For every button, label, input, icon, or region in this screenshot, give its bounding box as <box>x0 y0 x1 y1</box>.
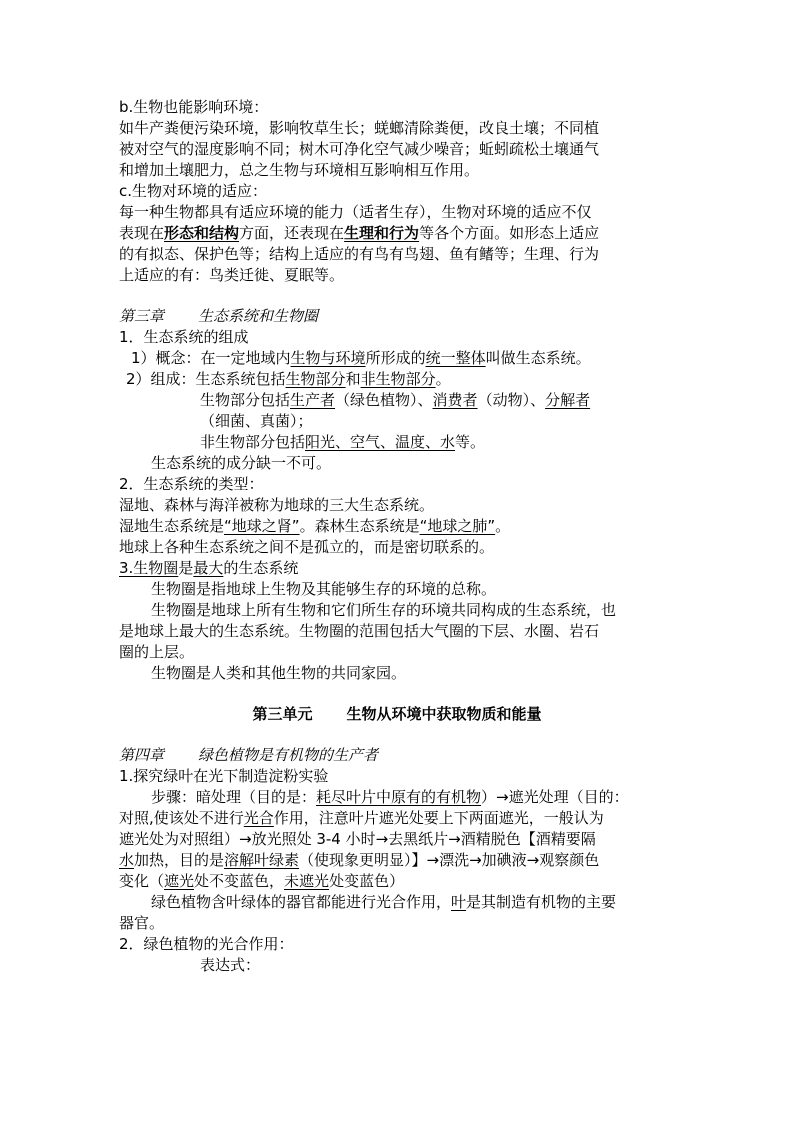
text-line: 生物圈是地球上所有生物和它们所生存的环境共同构成的生态系统，也 <box>151 601 617 619</box>
text-line: 生物部分包括生产者（绿色植物）、消费者（动物）、分解者 <box>200 391 591 409</box>
text-line: 被对空气的湿度影响不同；树木可净化空气减少噪音；蚯蚓疏松土壤通气 <box>119 140 600 158</box>
text-line: 2．绿色植物的光合作用： <box>119 935 294 953</box>
text-line: 生态系统的成分缺一不可。 <box>151 454 332 472</box>
text-line: 表现在形态和结构方面，还表现在生理和行为等各个方面。如形态上适应 <box>119 224 600 242</box>
unit-3-heading: 第三单元 生物从环境中获取物质和能量 <box>252 705 542 723</box>
text-line: 1．生态系统的组成 <box>119 328 249 346</box>
chapter-3-heading: 第三章 生态系统和生物圈 <box>119 307 319 325</box>
text-line: 和增加土壤肥力，总之生物与环境相互影响相互作用。 <box>119 161 480 179</box>
text-line: 湿地、森林与海洋被称为地球的三大生态系统。 <box>119 496 435 514</box>
section-b-title: b.生物也能影响环境： <box>119 98 269 116</box>
text-line: 圈的上层。 <box>119 643 195 661</box>
text-line: 地球上各种生态系统之间不是孤立的，而是密切联系的。 <box>119 538 495 556</box>
section-c-title: c.生物对环境的适应： <box>119 182 268 200</box>
text-line: 上适应的有：鸟类迁徙、夏眠等。 <box>119 266 345 284</box>
text-line: 非生物部分包括阳光、空气、温度、水等。 <box>200 433 486 451</box>
text-line: 1.探究绿叶在光下制造淀粉实验 <box>119 767 329 785</box>
text-line: 表达式： <box>200 956 261 974</box>
text-line: 2．生态系统的类型： <box>119 475 264 493</box>
chapter-4-heading: 第四章 绿色植物是有机物的生产者 <box>119 746 379 764</box>
text-line: 每一种生物都具有适应环境的能力（适者生存），生物对环境的适应不仅 <box>119 203 592 221</box>
text-line: 湿地生态系统是“地球之肾”。森林生态系统是“地球之肺”。 <box>119 517 511 535</box>
text-line: 1）概念：在一定地域内生物与环境所形成的统一整体叫做生态系统。 <box>131 349 591 367</box>
text-line: 步骤：暗处理（目的是：耗尽叶片中原有的有机物）→遮光处理（目的： <box>151 788 629 806</box>
text-line: （细菌、真菌）； <box>200 412 313 430</box>
emphasis-text: 形态和结构 <box>164 224 240 242</box>
emphasis-text: 生理和行为 <box>344 224 420 242</box>
text-line: 如牛产粪便污染环境，影响牧草生长；蜣螂清除粪便，改良土壤；不同植 <box>119 119 600 137</box>
text-line: 器官。 <box>119 914 165 932</box>
text-line: 对照,使该处不进行光合作用，注意叶片遮光处要上下两面遮光，一般认为 <box>119 809 604 827</box>
text-line: 是地球上最大的生态系统。生物圈的范围包括大气圈的下层、水圈、岩石 <box>119 622 600 640</box>
text-line: 生物圈是人类和其他生物的共同家园。 <box>151 664 407 682</box>
text-line: 2）组成：生态系统包括生物部分和非生物部分。 <box>126 370 451 388</box>
text-line: 变化（遮光处不变蓝色，未遮光处变蓝色） <box>119 872 405 890</box>
text-line: 的有拟态、保护色等；结构上适应的有鸟有鸟翅、鱼有鳍等；生理、行为 <box>119 245 600 263</box>
text-line: 3.生物圈是最大的生态系统 <box>119 559 299 577</box>
text-line: 生物圈是指地球上生物及其能够生存的环境的总称。 <box>151 580 497 598</box>
text-line: 遮光处为对照组）→放光照处 3-4 小时→去黑纸片→酒精脱色【酒精要隔 <box>119 830 596 848</box>
text-line: 水加热，目的是溶解叶绿素（使现象更明显）】→漂洗→加碘液→观察颜色 <box>119 851 600 869</box>
text-line: 绿色植物含叶绿体的器官都能进行光合作用，叶是其制造有机物的主要 <box>151 893 617 911</box>
